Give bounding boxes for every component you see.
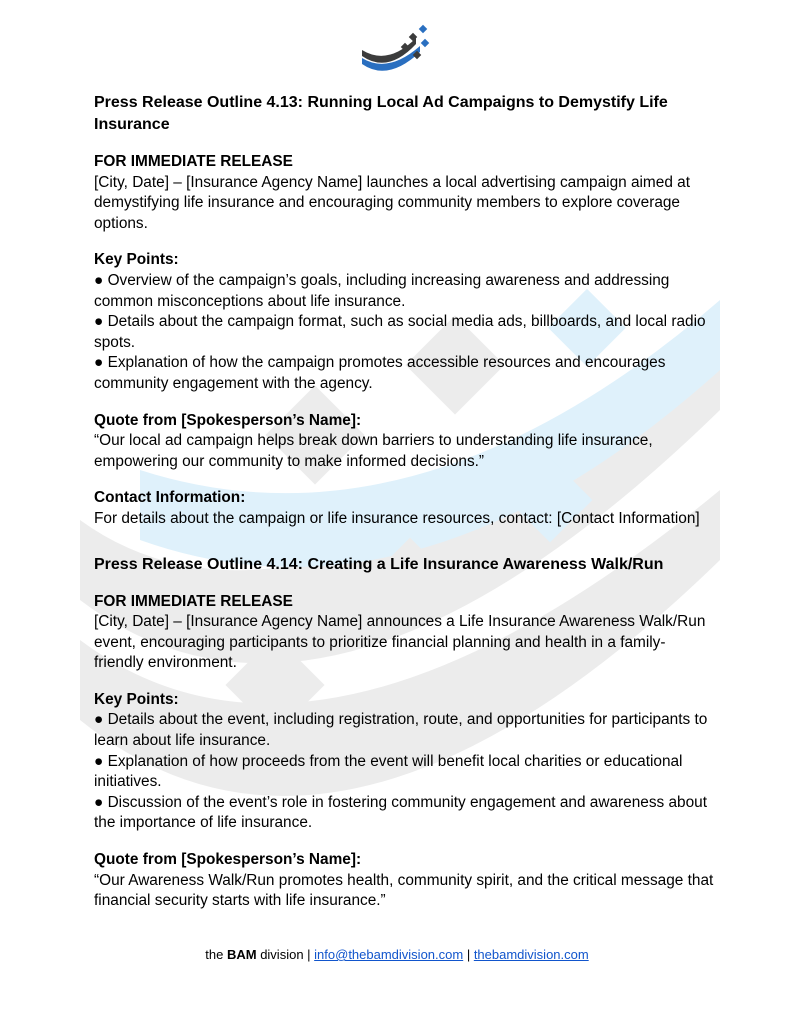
email-link[interactable]: info@thebamdivision.com: [314, 947, 464, 962]
release-text: [City, Date] – [Insurance Agency Name] announces a Life Insurance Awareness Walk/Run event, encouraging participants to prioritize financial planning and health in a family-friendly environment.: [94, 613, 706, 672]
key-point: ● Explanation of how proceeds from the event will benefit local charities or educational initiatives.: [94, 752, 683, 791]
key-point: ● Details about the event, including registration, route, and opportunities for participants to learn about life insurance.: [94, 711, 708, 750]
key-points-label: Key Points:: [94, 690, 179, 708]
key-point: ● Discussion of the event’s role in fostering community engagement and awareness about the importance of life insurance.: [94, 793, 708, 832]
quote-text: “Our Awareness Walk/Run promotes health, community spirit, and the critical message that financial security starts with life insurance.”: [94, 871, 714, 910]
page-footer: [0, 947, 794, 962]
press-release-section: [94, 554, 714, 912]
section-heading: Press Release Outline 4.14: Creating a Life Insurance Awareness Walk/Run: [94, 555, 664, 573]
key-points-label: Key Points:: [94, 251, 179, 269]
website-link[interactable]: thebamdivision.com: [473, 947, 589, 962]
key-point: ● Explanation of how the campaign promotes accessible resources and encourages community engagement with the agency.: [94, 354, 666, 392]
quote-text: “Our local ad campaign helps break down barriers to understanding life insurance, empowering our community to make informed decisions.”: [94, 432, 653, 470]
quote-label: Quote from [Spokesperson’s Name]:: [94, 851, 362, 869]
release-text: [City, Date] – [Insurance Agency Name] launches a local advertising campaign aimed at demystifying life insurance and encouraging community members to explore coverage options.: [94, 173, 690, 232]
footer-brand: BAM: [226, 947, 257, 962]
release-label: FOR IMMEDIATE RELEASE: [94, 592, 293, 610]
quote-label: Quote from [Spokesperson’s Name]:: [94, 411, 362, 429]
key-point: ● Overview of the campaign’s goals, including increasing awareness and addressing common misconceptions about life insurance.: [94, 271, 670, 310]
footer-middle: division |: [256, 947, 315, 962]
footer-separator: |: [463, 947, 474, 962]
document-body: [94, 92, 714, 912]
section-heading: Press Release Outline 4.13: Running Local Ad Campaigns to Demystify Life Insurance: [94, 94, 668, 133]
release-label: FOR IMMEDIATE RELEASE: [94, 153, 293, 170]
contact-label: Contact Information:: [94, 489, 246, 507]
contact-text: For details about the campaign or life insurance resources, contact: [Contact Information]: [94, 509, 700, 527]
key-point: ● Details about the campaign format, such as social media ads, billboards, and local radio spots.: [94, 313, 706, 351]
footer-prefix: the: [205, 947, 227, 962]
press-release-section: [94, 92, 714, 530]
bam-logo-icon: [358, 24, 436, 76]
